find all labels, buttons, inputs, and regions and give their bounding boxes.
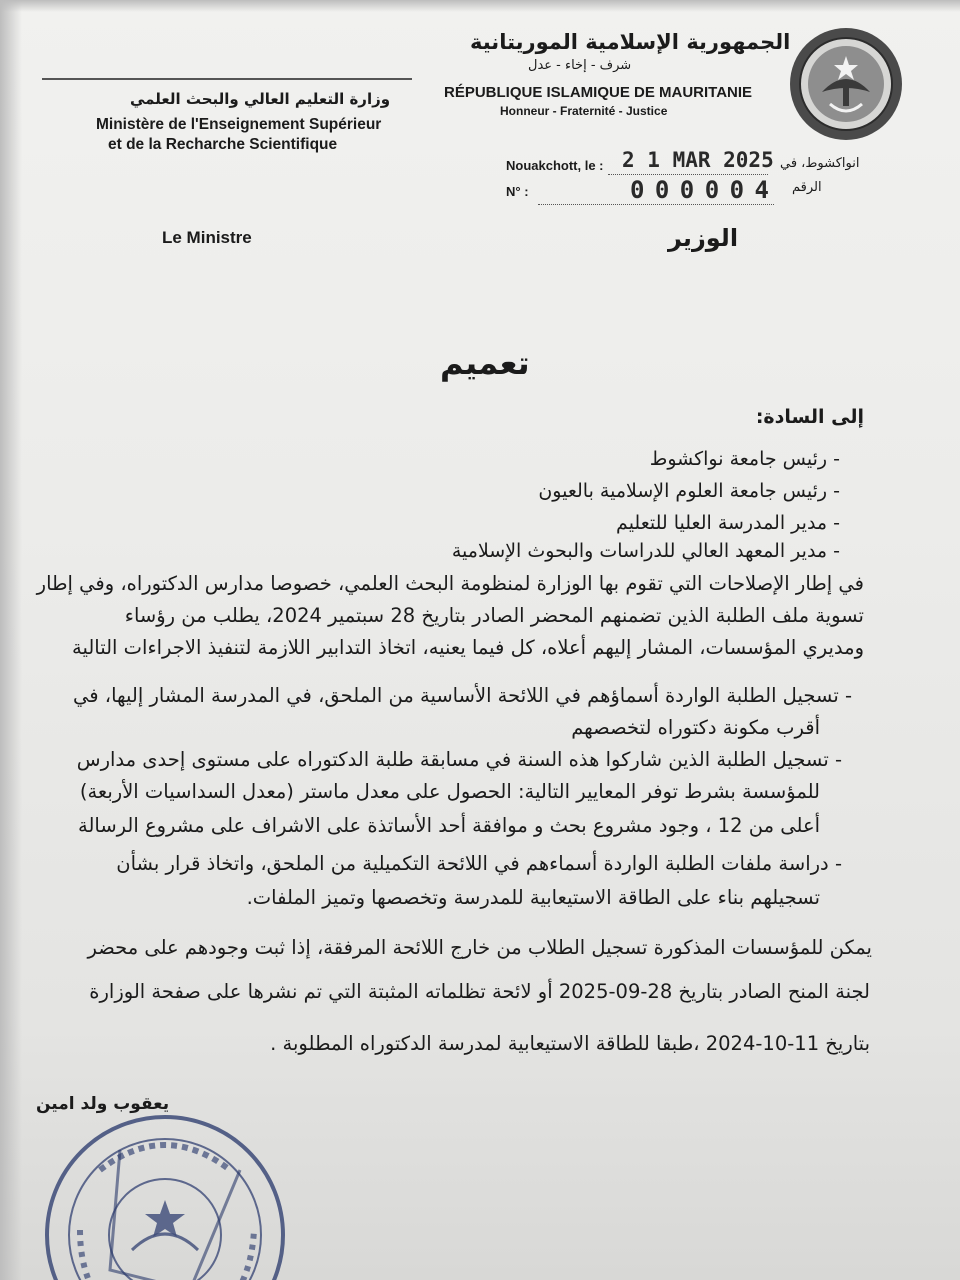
action-item: - تسجيل الطلبة الواردة أسماؤهم في اللائحة الأساسية من الملحق، في المدرسة المشار إليها، في — [73, 684, 852, 707]
intro-line: في إطار الإصلاحات التي تقوم بها الوزارة لمنظومة البحث العلمي، خصوصا مدارس الدكتوراه، وفي إطار — [36, 572, 864, 595]
closing-line: لجنة المنح الصادر بتاريخ 28-09-2025 أو لائحة تظلماته المثبتة التي تم نشرها على صفحة الوزارة — [89, 980, 870, 1003]
republic-title-ar: الجمهورية الإسلامية الموريتانية — [470, 30, 791, 54]
document-title: تعميم — [440, 344, 530, 382]
national-seal-icon — [788, 26, 904, 142]
recipient-text: رئيس جامعة نواكشوط — [649, 448, 828, 470]
date-value: 2 1 MAR 2025 — [622, 148, 774, 172]
number-value: 0 0 0 0 0 4 — [630, 176, 767, 204]
minister-label-fr: Le Ministre — [162, 228, 252, 247]
intro-line: ومديري المؤسسات، المشار إليهم أعلاه، كل فيما يعنيه، اتخاذ التدابير اللازمة لتنفيذ الاجراءات التالية — [72, 636, 864, 659]
number-label-fr: N° : — [506, 184, 529, 199]
recipient-text: مدير المعهد العالي للدراسات والبحوث الإسلامية — [451, 540, 828, 562]
republic-title-fr: RÉPUBLIQUE ISLAMIQUE DE MAURITANIE — [444, 84, 753, 101]
ministry-stamp-icon — [40, 1110, 290, 1280]
paper-top-shadow — [0, 0, 960, 12]
recipient-item: - رئيس جامعة العلوم الإسلامية بالعيون — [538, 480, 840, 502]
minister-label-ar: الوزير — [668, 224, 739, 252]
salutation: إلى السادة: — [755, 406, 864, 428]
motto-ar: شرف - إخاء - عدل — [528, 58, 632, 73]
ministry-name-ar: وزارة التعليم العالي والبحث العلمي — [130, 90, 391, 108]
recipient-item: - مدير المعهد العالي للدراسات والبحوث الإسلامية — [451, 540, 840, 562]
closing-line: يمكن للمؤسسات المذكورة تسجيل الطلاب من خارج اللائحة المرفقة، إذا ثبت وجودهم على محضر — [87, 936, 872, 959]
motto-fr: Honneur - Fraternité - Justice — [500, 104, 668, 118]
date-dotted-line — [608, 174, 768, 175]
action-line: تسجيل الطلبة الواردة أسماؤهم في اللائحة الأساسية من الملحق، في المدرسة المشار إليها، في — [73, 684, 839, 707]
date-label-ar: انواكشوط، في — [780, 156, 860, 171]
action-item: - تسجيل الطلبة الذين شاركوا هذه السنة في مسابقة طلبة الدكتوراه على مستوى إحدى مدارس — [76, 748, 842, 771]
signatory-name: يعقوب ولد امين — [36, 1094, 170, 1114]
action-line: تسجيلهم بناء على الطاقة الاستيعابية للمدرسة وتخصصها وتميز الملفات. — [246, 886, 820, 909]
action-line: أعلى من 12 ، وجود مشروع بحث و موافقة أحد الأساتذة على الاشراف على مشروع الرسالة — [77, 814, 820, 837]
ministry-name-fr-line1: Ministère de l'Enseignement Supérieur — [96, 116, 382, 133]
recipient-item: - رئيس جامعة نواكشوط — [649, 448, 840, 470]
action-line: تسجيل الطلبة الذين شاركوا هذه السنة في مسابقة طلبة الدكتوراه على مستوى إحدى مدارس — [76, 748, 829, 771]
date-label-fr: Nouakchott, le : — [506, 158, 604, 173]
action-line: أقرب مكونة دكتوراه لتخصصهم — [571, 716, 820, 739]
action-line: للمؤسسة بشرط توفر المعايير التالية: الحصول على معدل ماستر (معدل السداسيات الأربعة) — [79, 780, 820, 803]
recipient-text: مدير المدرسة العليا للتعليم — [616, 512, 828, 534]
recipient-item: - مدير المدرسة العليا للتعليم — [616, 512, 840, 534]
number-label-ar: الرقم — [792, 180, 822, 195]
header-rule — [42, 78, 412, 80]
ministry-name-fr-line2: et de la Recharche Scientifique — [108, 136, 338, 153]
intro-line: تسوية ملف الطلبة الذين تضمنهم المحضر الصادر بتاريخ 28 سبتمير 2024، يطلب من رؤساء — [124, 604, 864, 627]
paper-edge-shadow — [0, 0, 22, 1280]
closing-line: بتاريخ 11-10-2024 ،طبقا للطاقة الاستيعابية لمدرسة الدكتوراه المطلوبة . — [270, 1032, 870, 1055]
recipient-text: رئيس جامعة العلوم الإسلامية بالعيون — [538, 480, 828, 502]
action-line: دراسة ملفات الطلبة الواردة أسماءهم في اللائحة التكميلية من الملحق، واتخاذ قرار بشأن — [116, 852, 829, 875]
action-item: - دراسة ملفات الطلبة الواردة أسماءهم في اللائحة التكميلية من الملحق، واتخاذ قرار بشأن — [116, 852, 842, 875]
number-dotted-line — [538, 204, 774, 205]
